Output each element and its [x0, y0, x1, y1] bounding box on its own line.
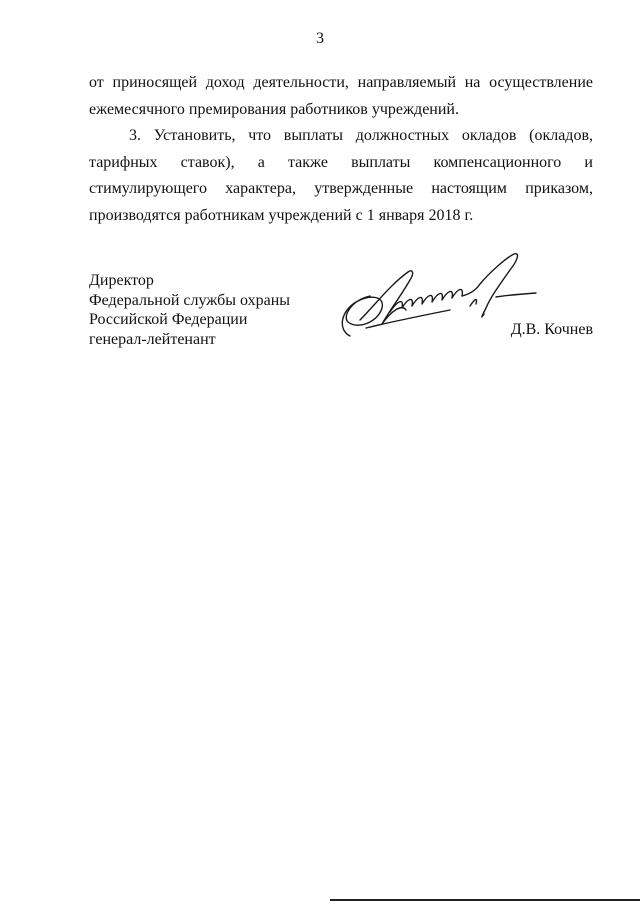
document-body — [89, 70, 593, 229]
page-number: 3 — [316, 30, 324, 47]
position-line: Федеральной службы охраны — [89, 291, 291, 309]
paragraph-item-3: 3. Установить, что выплаты должностных окладов (окладов, тарифных ставок), а также выплаты компенсационного и стимулирующего характера, утвержденные настоящим приказом, производятся работникам учреждений с 1 января 2018 г. — [89, 127, 593, 224]
position-line: Директор — [89, 272, 154, 289]
position-line: генерал-лейтенант — [89, 330, 216, 348]
paragraph-continuation: от приносящей доход деятельности, направляемый на осуществление ежемесячного премирования работников учреждений. — [89, 74, 593, 118]
signer-position — [89, 271, 290, 349]
signer-name: Д.В. Кочнев — [510, 321, 593, 338]
scan-edge-line — [330, 899, 640, 901]
handwritten-signature — [330, 250, 550, 345]
position-line: Российской Федерации — [89, 311, 248, 328]
